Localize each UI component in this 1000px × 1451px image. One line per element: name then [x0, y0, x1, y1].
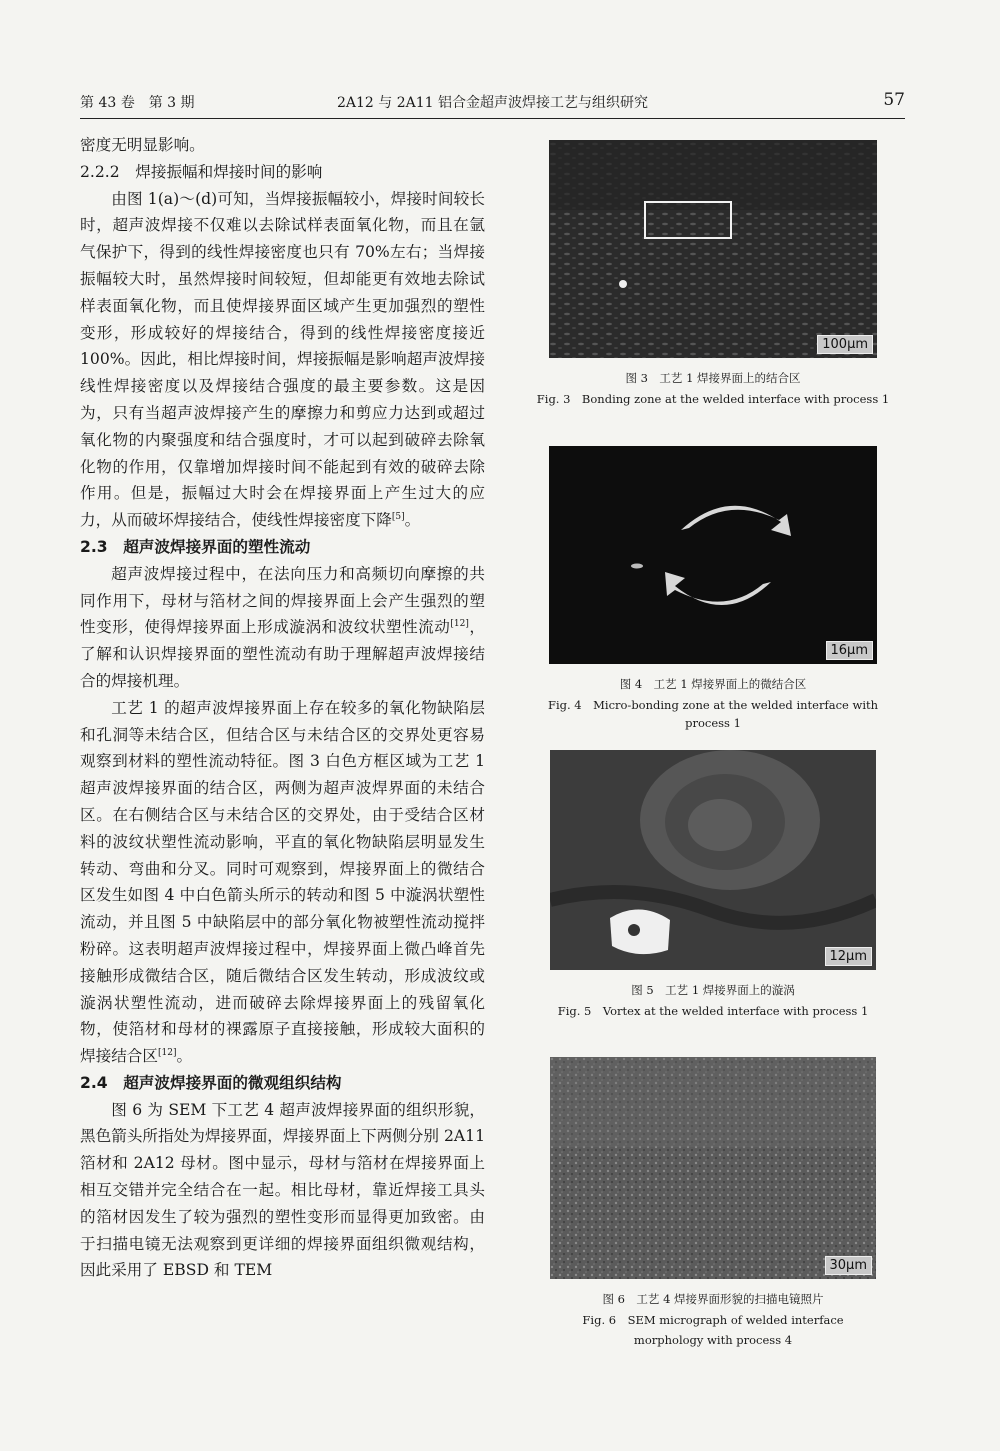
paragraph: 密度无明显影响。 [80, 136, 205, 154]
figure-caption-en: Fig. 5 Vortex at the welded interface with process 1 [557, 1004, 869, 1018]
figure-4 [528, 446, 898, 732]
paragraph: 工艺 1 的超声波焊接界面上存在较多的氧化物缺陷层和孔洞等未结合区，但结合区与未结合区的交界处更容易观察到材料的塑性流动特征。图 3 白色方框区域为工艺 1 超声波焊接界面的结合区，两侧为超声波焊界面的未结合区。在右侧结合区与未结合区的交界处，由于受结合区材料的波纹状塑性流动影响，平直的氧化物缺陷层明显发生转动、弯曲和分叉。同时可观察到，焊接界面上的微结合区发生如图 4 中白色箭头所示的转动和图 5 中漩涡状塑性流动，并且图 5 中缺陷层中的部分氧化物被塑性流动搅拌粉碎。这表明超声波焊接过程中，焊接界面上微凸峰首先接触形成微结合区，随后微结合区发生转动，形成波纹或漩涡状塑性流动，进而破碎去除焊接界面上的残留氧化物，使箔材和母材的裸露原子直接接触，形成较大面积的焊接结合区[12]。 [80, 698, 485, 1066]
figure-caption-en: Fig. 3 Bonding zone at the welded interface with process 1 [536, 392, 890, 406]
scale-bar: 12μm [825, 947, 872, 966]
figure-caption-en: Fig. 4 Micro-bonding zone at the welded interface with process 1 [547, 698, 879, 730]
micro-bonding-micrograph [549, 446, 877, 664]
bonding-zone-micrograph [549, 140, 877, 358]
micrograph-image [549, 446, 877, 664]
section-heading: 2.3 超声波焊接界面的塑性流动 [80, 537, 311, 556]
paragraph: 超声波焊接过程中，在法向压力和高频切向摩擦的共同作用下，母材与箔材之间的焊接界面上会产生强烈的塑性变形，使得焊接界面上形成漩涡和波纹状塑性流动[12]，了解和认识焊接界面的塑性流动有助于理解超声波焊接结合的焊接机理。 [80, 564, 485, 690]
subsection-heading: 2.2.2 焊接振幅和焊接时间的影响 [80, 162, 323, 181]
citation: [5] [391, 511, 405, 522]
journal-volume: 第 43 卷 第 3 期 [80, 95, 195, 111]
citation: [12] [157, 1047, 177, 1058]
figure-caption-cn: 图 6 工艺 4 焊接界面形貌的扫描电镜照片 [602, 1292, 824, 1306]
running-title: 2A12 与 2A11 铝合金超声波焊接工艺与组织研究 [336, 95, 648, 111]
micrograph-image [549, 140, 877, 358]
figure-caption-cn: 图 4 工艺 1 焊接界面上的微结合区 [619, 677, 807, 691]
page-number: 57 [883, 90, 905, 110]
figure-3 [528, 140, 898, 408]
left-column [80, 132, 485, 1284]
figure-6 [528, 1057, 898, 1349]
micrograph-image [550, 750, 876, 970]
figure-caption-en: Fig. 6 SEM micrograph of welded interface [582, 1313, 844, 1327]
figure-5 [528, 750, 898, 1020]
scale-bar: 30μm [825, 1256, 872, 1275]
micrograph-image [550, 1057, 876, 1279]
paragraph: 图 6 为 SEM 下工艺 4 超声波焊接界面的组织形貌，黑色箭头所指处为焊接界面，焊接界面上下两侧分别 2A11 箔材和 2A12 母材。图中显示，母材与箔材在焊接界面上相互交错并完全结合在一起。相比母材，靠近焊接工具头的箔材因发生了较为强烈的塑性变形而显得更加致密。由于扫描电镜无法观察到更详细的焊接界面组织微观结构，因此采用了 EBSD 和 TEM [80, 1100, 485, 1280]
scale-bar: 16μm [826, 641, 873, 660]
citation: [12] [450, 619, 469, 630]
running-header [80, 92, 905, 119]
sem-micrograph [550, 1057, 876, 1279]
vortex-micrograph [550, 750, 876, 970]
figure-caption-cn: 图 3 工艺 1 焊接界面上的结合区 [625, 371, 801, 385]
paragraph: 由图 1(a)～(d)可知，当焊接振幅较小，焊接时间较长时，超声波焊接不仅难以去除试样表面氧化物，而且在氩气保护下，得到的线性焊接密度也只有 70%左右；当焊接振幅较大时，虽然焊接时间较短，但却能更有效地去除试样表面氧化物，而且使焊接界面区域产生更加强烈的塑性变形，形成较好的焊接结合，得到的线性焊接密度接近 100%。因此，相比焊接时间，焊接振幅是影响超声波焊接线性焊接密度以及焊接结合强度的最主要参数。这是因为，只有当超声波焊接产生的摩擦力和剪应力达到或超过氧化物的内聚强度和结合强度时，才可以起到破碎去除氧化物的作用，仅靠增加焊接时间不能起到有效的破碎去除作用。但是，振幅过大时会在焊接界面上产生过大的应力，从而破坏焊接结合，使线性焊接密度下降[5]。 [80, 189, 485, 530]
section-heading: 2.4 超声波焊接界面的微观组织结构 [80, 1073, 342, 1092]
figure-caption-en-line2: morphology with process 4 [633, 1333, 793, 1347]
figure-caption-cn: 图 5 工艺 1 焊接界面上的漩涡 [631, 983, 795, 997]
scale-bar: 100μm [817, 335, 873, 354]
